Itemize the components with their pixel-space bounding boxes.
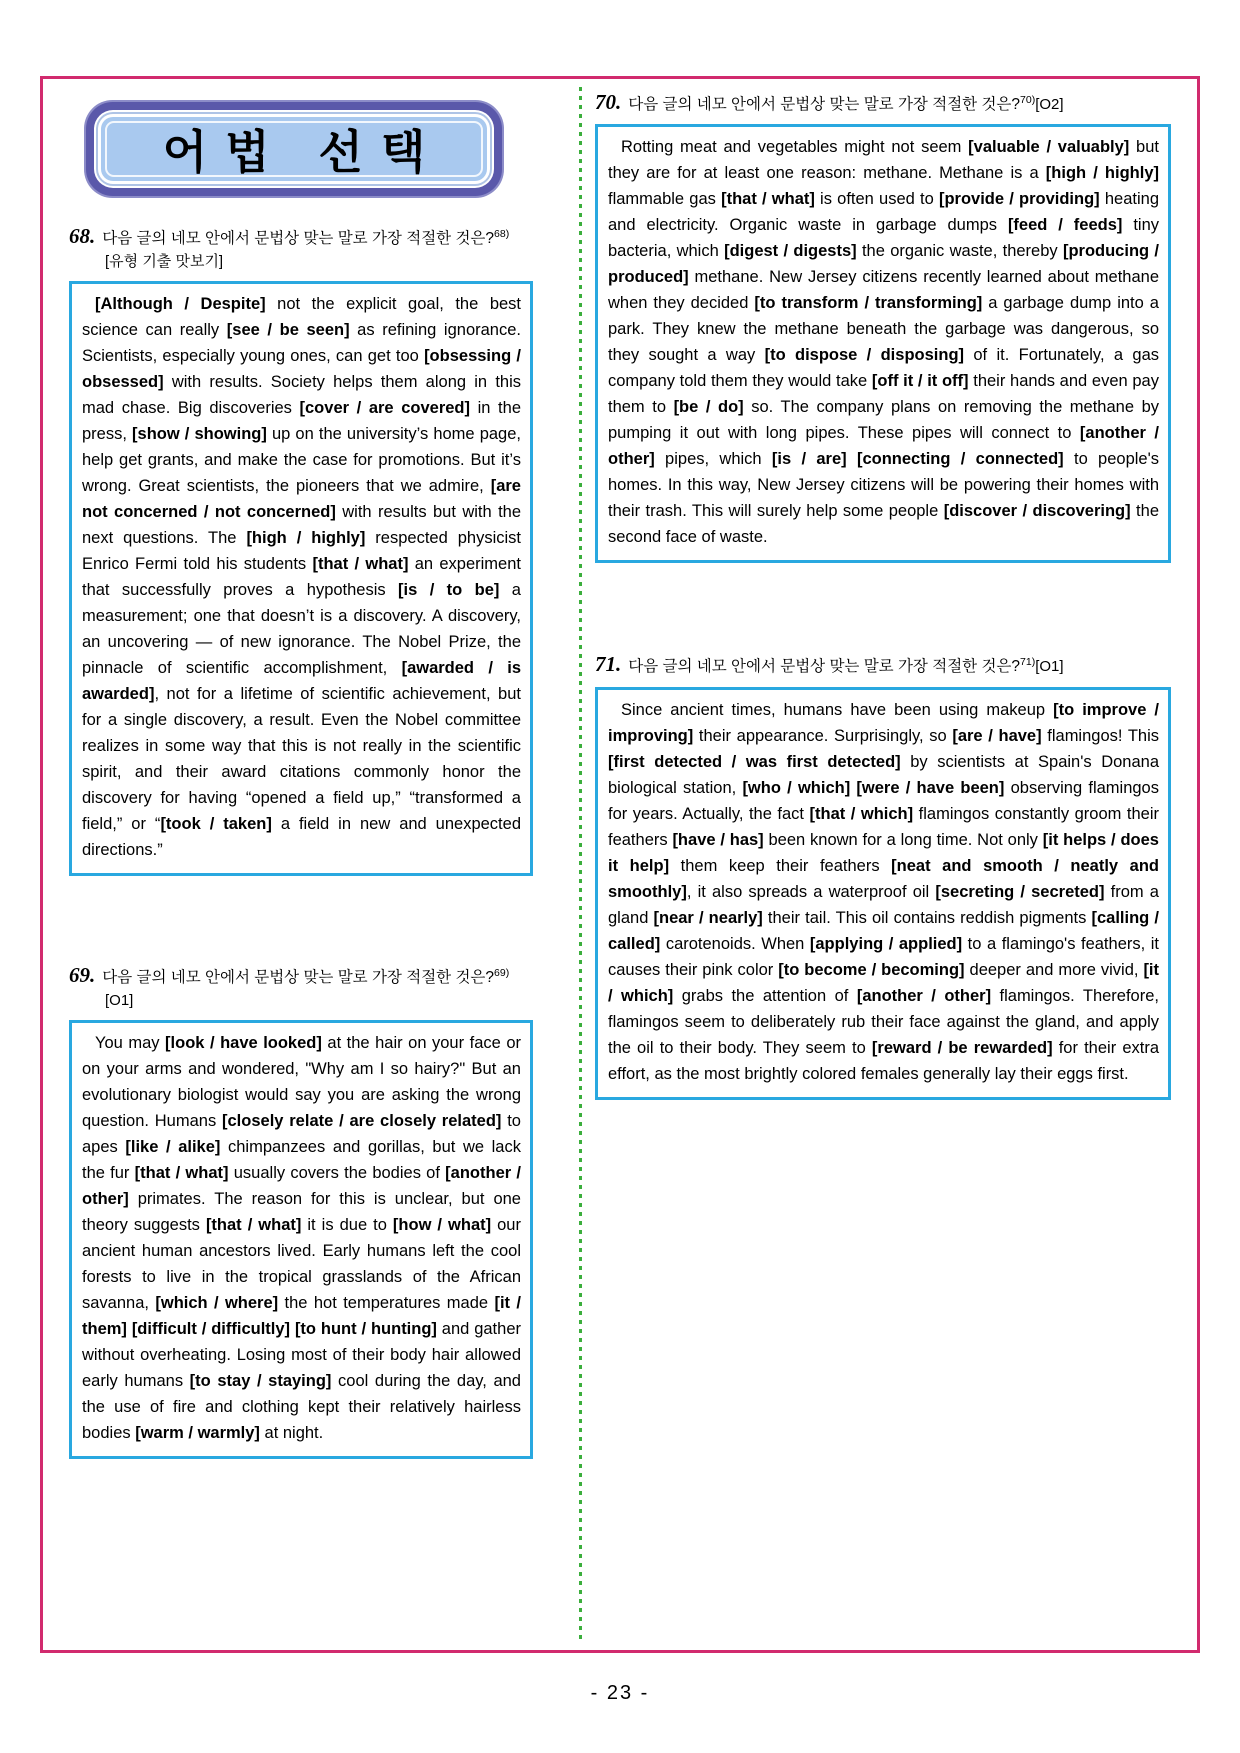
question-69	[69, 960, 533, 1459]
page-border-frame	[40, 76, 1200, 1653]
question-number: 71.	[595, 652, 622, 677]
question-tag: [유형 기출 맛보기]	[105, 253, 224, 271]
question-prompt: 다음 글의 네모 안에서 문법상 맞는 말로 가장 적절한 것은?	[628, 96, 1021, 113]
question-tag: [O1]	[105, 992, 134, 1010]
question-number: 68.	[69, 224, 96, 248]
column-divider	[579, 87, 582, 1642]
question-footnote-ref: 71)	[1020, 656, 1036, 669]
left-column	[69, 99, 533, 1459]
passage-text: [Although / Despite] not the explicit goal, the best science can really [see / be seen] as refining ignorance. Scientists, especially young ones, can get too [obsessing / obsessed] with results. Society helps them along in this mad chase. Big discoveries [cover / are covered] in the press, [show / showing] up on the university’s home page, help get grants, and make the case for promotions. But it’s wrong. Great scientists, the pioneers that we admire, [are not concerned / not concerned] with results but with the next questions. The [high / highly] respected physicist Enrico Fermi told his students [that / what] an experiment that successfully proves a hypothesis [is / to be] a measurement; one that doesn’t is a discovery. A discovery, an uncovering — of new ignorance. The Nobel Prize, the pinnacle of scientific accomplishment, [awarded / is awarded], not for a lifetime of scientific achievement, but for a single discovery, a result. Even the Nobel committee realizes in some way that this is not really in the scientific spirit, and their award citations commonly honor the discovery for having “opened a field up,” “transformed a field,” or “[took / taken] a field in new and unexpected directions.”	[82, 294, 522, 859]
question-69-header	[69, 960, 533, 1013]
question-prompt: 다음 글의 네모 안에서 문법상 맞는 말로 가장 적절한 것은?	[102, 968, 495, 986]
question-tag: [O2]	[1035, 96, 1064, 113]
question-prompt: 다음 글의 네모 안에서 문법상 맞는 말로 가장 적절한 것은?	[628, 658, 1021, 676]
page-title: 어법 선택	[162, 126, 444, 178]
question-70-passage-box	[595, 124, 1171, 563]
question-footnote-ref: 70)	[1020, 93, 1036, 106]
question-footnote-ref: 69)	[494, 966, 510, 979]
question-tag: [O1]	[1035, 658, 1064, 676]
question-69-passage-box	[69, 1020, 533, 1459]
right-column	[595, 87, 1171, 1100]
passage-text: Rotting meat and vegetables might not seem [valuable / valuably] but they are for at least one reason: methane. Methane is a [high / highly] flammable gas [that / what] is often used to [provide / providing] heating and electricity. Organic waste in garbage dumps [feed / feeds] tiny bacteria, which [digest / digests] the organic waste, thereby [producing / produced] methane. New Jersey citizens recently learned about methane when they decided [to transform / transforming] a garbage dump into a park. They knew the methane beneath the garbage was dangerous, so they sought a way [to dispose / disposing] of it. Fortunately, a gas company told them they would take [off it / it off] their hands and even pay them to [be / do] so. The company plans on removing the methane by pumping it out with long pipes. These pipes will connect to [another / other] pipes, which [is / are] [connecting / connected] to people's homes. In this way, New Jersey citizens will be powering their homes with their trash. This will surely help some people [discover / discovering] the second face of waste.	[608, 138, 1160, 547]
question-number: 69.	[69, 962, 96, 987]
question-68-passage-box	[69, 281, 533, 876]
question-70-header	[595, 87, 1171, 117]
spacer	[69, 876, 533, 960]
question-68-header	[69, 221, 533, 274]
title-banner	[101, 117, 487, 181]
spacer	[595, 563, 1171, 649]
question-71-passage-box	[595, 687, 1171, 1100]
question-number: 70.	[595, 90, 622, 114]
question-68	[69, 221, 533, 876]
question-prompt: 다음 글의 네모 안에서 문법상 맞는 말로 가장 적절한 것은?	[102, 230, 495, 247]
question-71	[595, 649, 1171, 1099]
question-71-header	[595, 649, 1171, 679]
title-banner-wrap	[69, 99, 533, 181]
passage-text: You may [look / have looked] at the hair on your face or on your arms and wondered, "Why am I so hairy?" But an evolutionary biologist would say you are asking the wrong question. Humans [closely relate / are closely related] to apes [like / alike] chimpanzees and gorillas, but we lack the fur [that / what] usually covers the bodies of [another / other] primates. The reason for this is unclear, but one theory suggests [that / what] it is due to [how / what] our ancient human ancestors lived. Early humans left the cool forests to live in the tropical grasslands of the African savanna, [which / where] the hot temperatures made [it / them] [difficult / difficultly] [to hunt / hunting] and gather without overheating. Losing most of their body hair allowed early humans [to stay / staying] cool during the day, and the use of fire and clothing kept their relatively hairless bodies [warm / warmly] at night.	[82, 1033, 521, 1442]
question-footnote-ref: 68)	[494, 227, 510, 240]
page-number: - 23 -	[590, 1682, 650, 1704]
question-70	[595, 87, 1171, 563]
passage-text: Since ancient times, humans have been using makeup [to improve / improving] their appearance. Surprisingly, so [are / have] flamingos! This [first detected / was first detected] by scientists at Spain's Donana biological station, [who / which] [were / have been] observing flamingos for years. Actually, the fact [that / which] flamingos constantly groom their feathers [have / has] been known for a long time. Not only [it helps / does it help] them keep their feathers [neat and smooth / neatly and smoothly], it also spreads a waterproof oil [secreting / secreted] from a gland [near / nearly] their tail. This oil contains reddish pigments [calling / called] carotenoids. When [applying / applied] to a flamingo's feathers, it causes their pink color [to become / becoming] deeper and more vivid, [it / which] grabs the attention of [another / other] flamingos. Therefore, flamingos seem to deliberately rub their face against the gland, and apply the oil to their body. They seem to [reward / be rewarded] for their extra effort, as the most brightly colored females generally lay their eggs first.	[608, 700, 1160, 1083]
